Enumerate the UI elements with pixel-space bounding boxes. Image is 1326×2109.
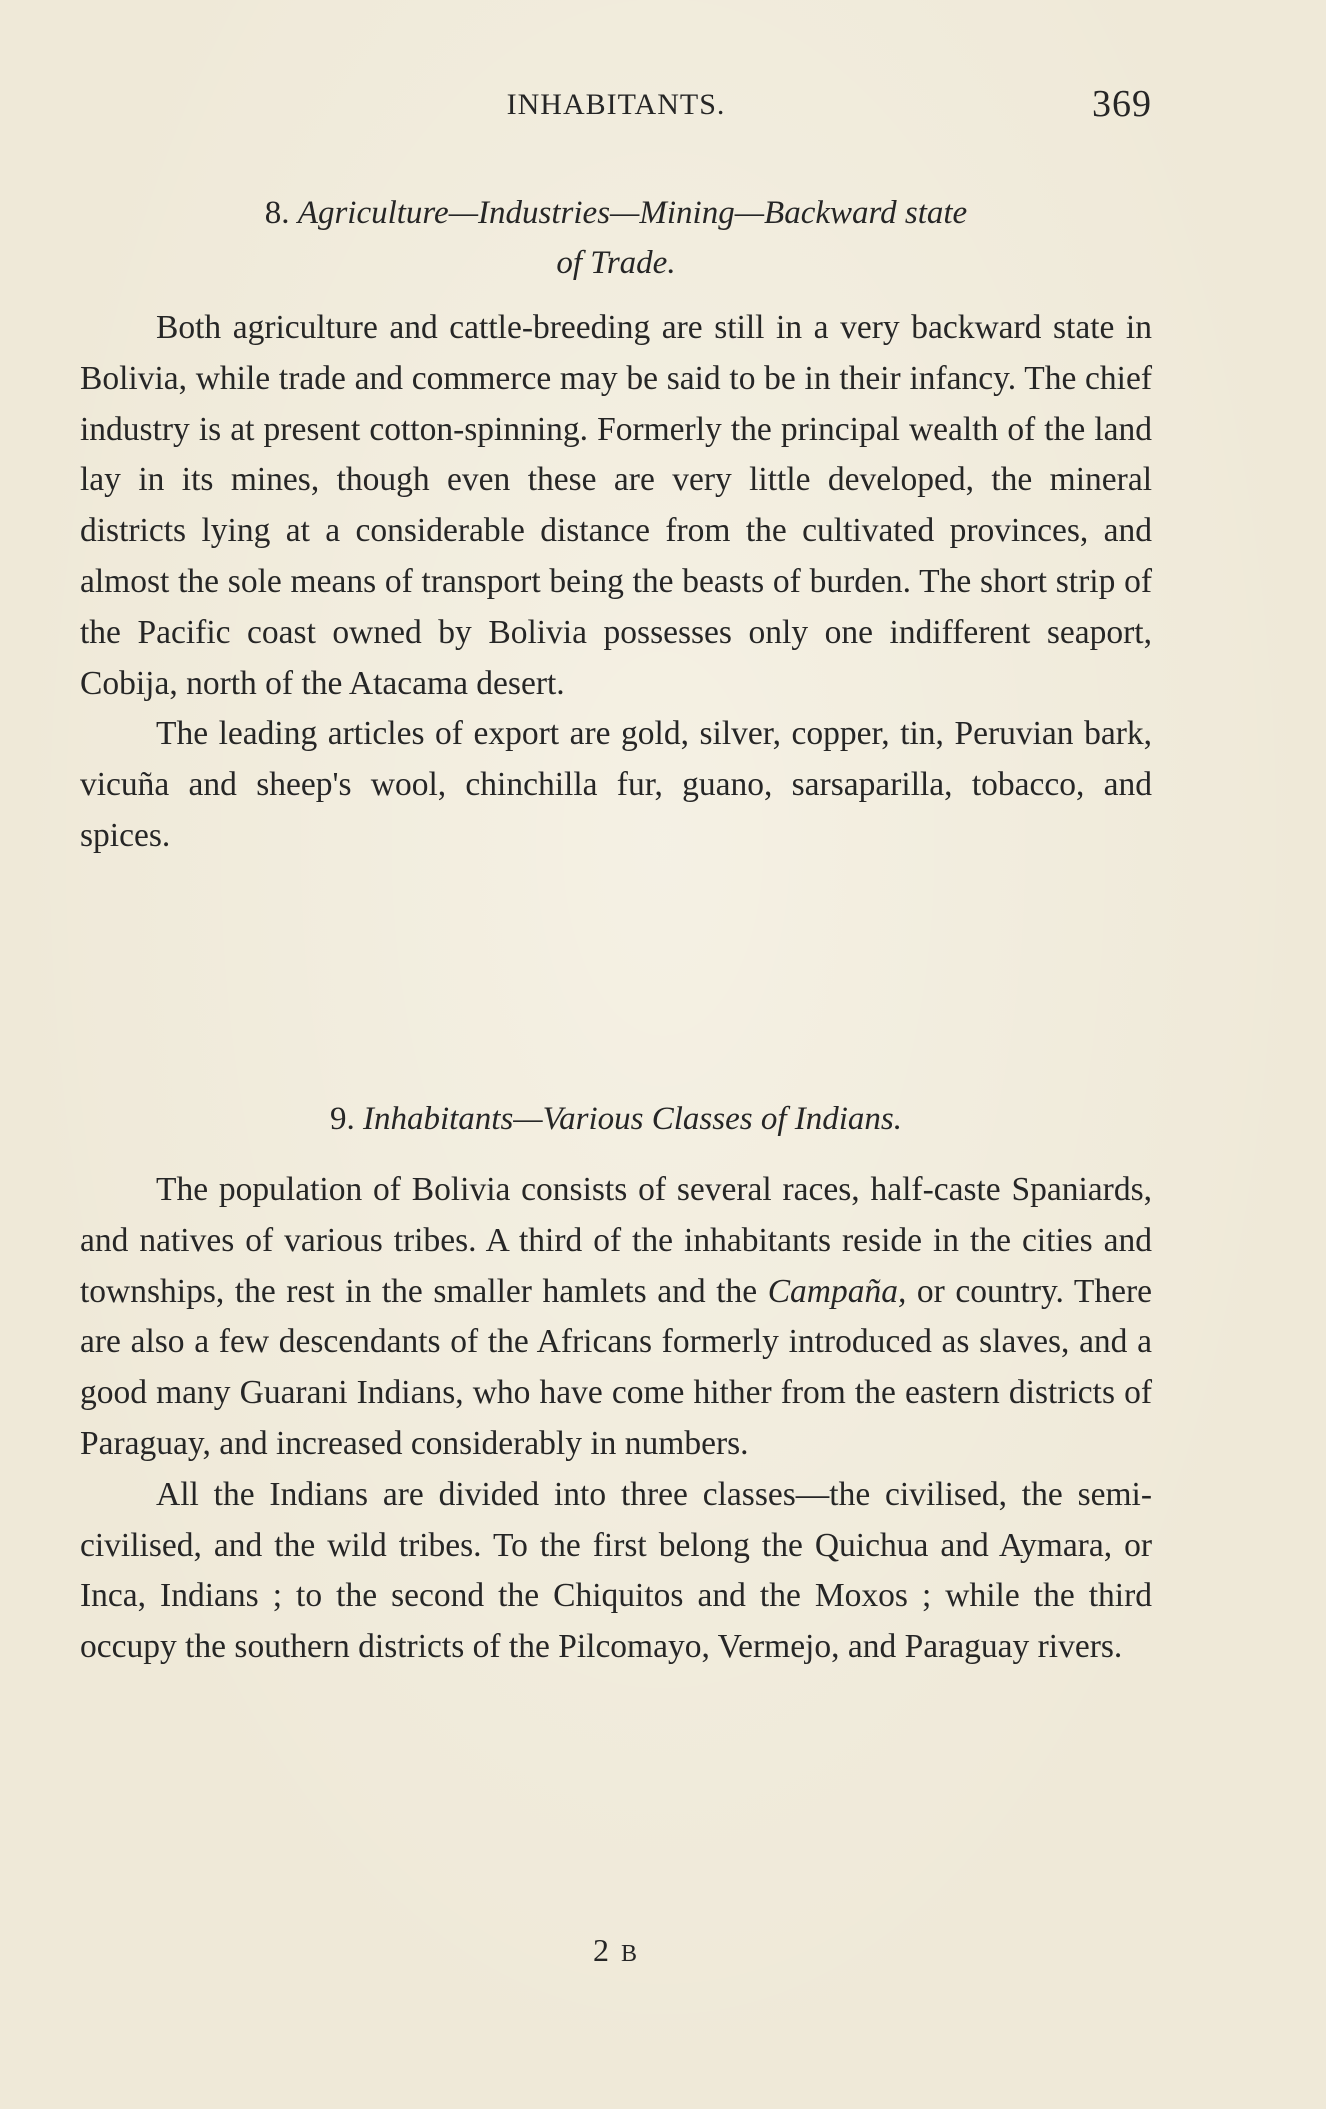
paragraph-exports: The leading articles of export are gold, silver, copper, tin, Peruvian bark, vicuña and sheep's wool, chinchilla fur, guano, sarsaparilla, tobacco, and spices. — [80, 715, 1152, 854]
running-head: INHABITANTS. — [506, 88, 726, 121]
section-9-title: Inhabitants—Various Classes of Indians. — [362, 1101, 903, 1137]
campana-term: Campaña, — [767, 1272, 907, 1310]
population-text-end: or country. There are also a few descendants of the Africans formerly introduced as slaves, and a good many Guarani Indians, who have come hither from the eastern districts of Paraguay, and increased considerably in numbers. — [80, 1272, 1152, 1462]
section-8-title-line-1: Agriculture—Industries—Mining—Backward state — [297, 195, 968, 231]
section-8-title-line-2: of Trade. — [556, 245, 676, 281]
population-text-start: The population of Bolivia consists of several races, half-caste Spaniards, and natives of various tribes. A third of the inhabitants reside in the cities and townships, the rest in the smaller hamlets and the — [80, 1171, 1152, 1310]
section-8-body — [80, 303, 1152, 862]
paragraph-population — [80, 1165, 1152, 1470]
section-9-body — [80, 1165, 1152, 1673]
page-number: 369 — [1092, 83, 1152, 125]
paragraph-indian-classes: All the Indians are divided into three classes—the civilised, the semi-civilised, and the wild tribes. To the first belong the Quichua and Aymara, or Inca, Indians ; to the second the Chiquitos and the Moxos ; while the third occupy the southern districts of the Pilcomayo, Vermejo, and Paraguay rivers. — [80, 1475, 1152, 1666]
signature-letter: B — [620, 1941, 639, 1967]
section-8-heading — [80, 188, 1152, 288]
section-9-heading — [80, 1094, 1152, 1144]
paragraph-agriculture: Both agriculture and cattle-breeding are still in a very backward state in Bolivia, while trade and commerce may be said to be in their infancy. The chief industry is at present cotton-spinning. Formerly the principal wealth of the land lay in its mines, though even these are very little developed, the mineral districts lying at a considerable distance from the cultivated provinces, and almost the sole means of transport being the beasts of burden. The short strip of the Pacific coast owned by Bolivia possesses only one indifferent seaport, Cobija, north of the Atacama desert. — [80, 309, 1152, 702]
signature-mark — [80, 1932, 1152, 1969]
section-8-number: 8. — [264, 195, 290, 231]
section-9-number: 9. — [329, 1101, 355, 1137]
signature-numeral: 2 — [592, 1932, 611, 1968]
page-header — [80, 82, 1152, 132]
